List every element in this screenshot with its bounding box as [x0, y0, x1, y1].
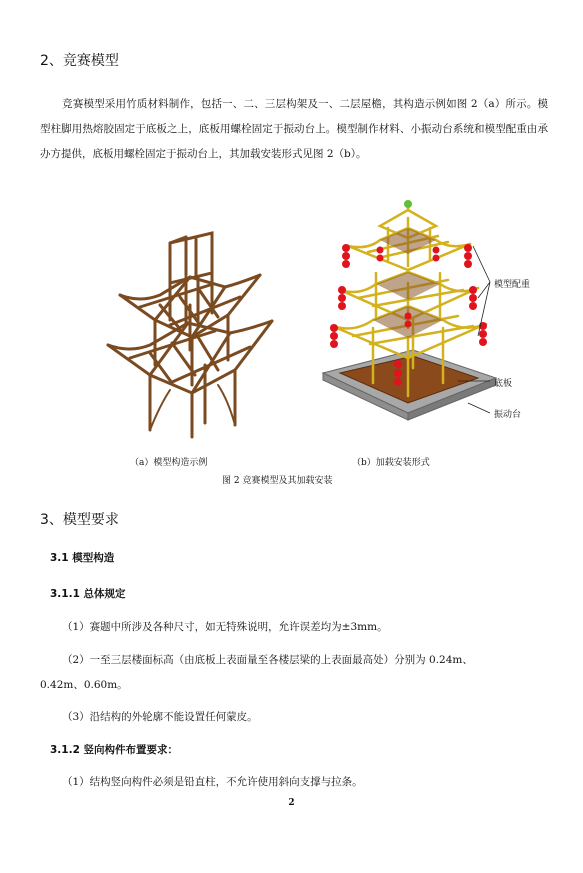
callout-shaker: 振动台: [494, 410, 522, 420]
figure-b-loaded-model: [318, 198, 503, 443]
callout-weights: 模型配重: [494, 280, 531, 290]
section-2-text: 竞赛模型采用竹质材料制作，包括一、二、三层构架及一、二层屋檐，其构造示例如图 2（a）所示。模型柱脚用热熔胶固定于底板之上，底板用螺栓固定于振动台上。模型制作材料、小振动台系统和模型配重由承办方提供，底板用螺栓固定于振动台上，其加载安装形式见图 2（b）。: [40, 98, 548, 160]
subsection-3-1: 3.1 模型构造: [50, 552, 115, 564]
item-vertical-columns: （1）结构竖向构件必须是铅直柱，不允许使用斜向支撑与拉条。: [62, 776, 363, 788]
figure-caption-b: （b）加载安装形式: [352, 458, 430, 468]
figure-caption: 图 2 竞赛模型及其加载安装: [222, 476, 333, 486]
subsection-3-1-2: 3.1.2 竖向构件布置要求：: [50, 744, 179, 756]
item-floor-elevation-cont: 0.42m、0.60m。: [40, 679, 128, 691]
figure-caption-a: （a）模型构造示例: [130, 458, 208, 468]
callout-base: 底板: [494, 379, 513, 389]
item-floor-elevation: （2）一至三层楼面标高（由底板上表面量至各楼层梁的上表面最高处）分别为 0.24m、: [62, 654, 473, 666]
item-tolerance: （1）赛题中所涉及各种尺寸，如无特殊说明，允许误差均为±3mm。: [62, 621, 388, 633]
figure-a-model: [100, 225, 280, 440]
section-heading-2: 2、竞赛模型: [40, 53, 119, 69]
section-heading-3: 3、模型要求: [40, 512, 119, 528]
page-number: 2: [288, 798, 295, 808]
subsection-3-1-1: 3.1.1 总体规定: [50, 588, 126, 600]
item-no-skin: （3）沿结构的外轮廓不能设置任何蒙皮。: [62, 711, 258, 723]
section-2-paragraph: [40, 92, 548, 167]
